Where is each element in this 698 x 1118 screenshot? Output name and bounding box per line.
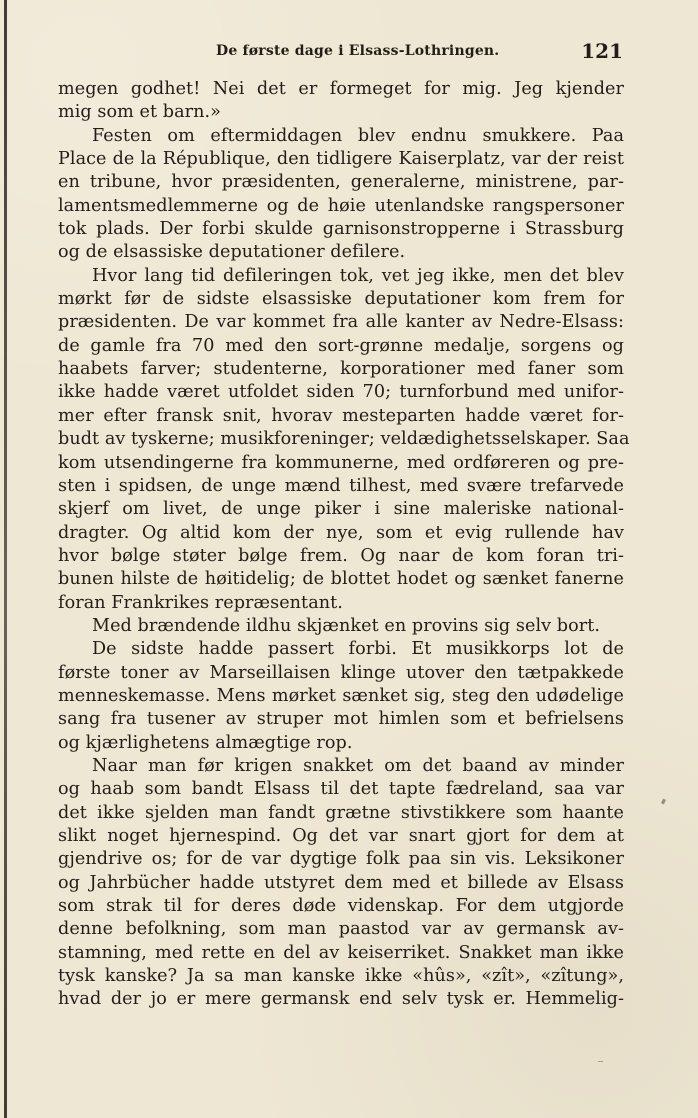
text-line: og kjærlighetens almægtige rop. xyxy=(58,732,353,753)
text-line: Place de la République, den tidligere Kaiserplatz, var der reist xyxy=(58,149,624,170)
text-line: og haab som bandt Elsass til det tapte fædreland, saa var xyxy=(58,779,624,800)
text-line: som strak til for deres døde videnskap. For dem utgjorde xyxy=(58,896,624,917)
text-line: mørkt før de sidste elsassiske deputationer kom frem for xyxy=(58,289,624,310)
text-line: dragter. Og altid kom der nye, som et evig rullende hav xyxy=(58,522,624,543)
page-number: 121 xyxy=(581,39,623,63)
running-title: De første dage i Elsass-Lothringen. xyxy=(216,43,500,59)
text-line: sang fra tusener av struper mot himlen som et befrielsens xyxy=(58,709,624,730)
text-line: hvor bølge støter bølge frem. Og naar de kom foran tri- xyxy=(58,545,624,566)
text-line: første toner av Marseillaisen klinge utover den tætpakkede xyxy=(58,662,624,683)
text-line: foran Frankrikes repræsentant. xyxy=(58,592,343,613)
text-line: lamentsmedlemmerne og de høie utenlandske rangspersoner xyxy=(58,195,624,216)
text-line: budt av tyskerne; musikforeninger; veldædighetsselskaper. Saa xyxy=(58,429,630,450)
text-line: gjendrive os; for de var dygtige folk paa sin vis. Leksikoner xyxy=(58,849,624,870)
page-edge-rule xyxy=(4,0,7,1118)
text-line: Med brændende ildhu skjænket en provins sig selv bort. xyxy=(92,615,601,636)
text-line: Hvor lang tid defileringen tok, vet jeg ikke, men det blev xyxy=(92,265,624,286)
text-line: denne befolkning, som man paastod var av germansk av- xyxy=(58,919,624,940)
text-line: slikt noget hjernespind. Og det var snart gjort for dem at xyxy=(58,826,624,846)
text-line: Festen om eftermiddagen blev endnu smukkere. Paa xyxy=(92,125,624,146)
main-text xyxy=(58,78,630,1012)
text-line: mer efter fransk snit, hvorav mesteparten hadde været for- xyxy=(58,405,624,426)
text-line: stamning, med rette en del av keiserriket. Snakket man ikke xyxy=(58,942,624,963)
text-line: en tribune, hvor præsidenten, generalerne, ministrene, par- xyxy=(58,172,624,193)
text-line: ikke hadde været utfoldet siden 70; turnforbund med unifor- xyxy=(58,382,624,403)
text-line: tysk kanske? Ja sa man kanske ikke «hûs», «zît», «zîtung», xyxy=(58,966,624,987)
text-line: og de elsassiske deputationer defilere. xyxy=(58,242,406,263)
text-line: mig som et barn.» xyxy=(58,102,222,123)
text-line: bunen hilste de høitidelig; de blottet hodet og sænket fanerne xyxy=(58,569,624,590)
text-line: skjerf om livet, de unge piker i sine maleriske national- xyxy=(58,499,624,520)
text-line: Naar man før krigen snakket om det baand av minder xyxy=(92,755,624,776)
text-line: haabets farver; studenterne, korporationer med faner som xyxy=(58,359,624,380)
text-line: kom utsendingerne fra kommunerne, med ordføreren og pre- xyxy=(58,452,624,473)
paper-mark xyxy=(598,1061,603,1062)
text-line: de gamle fra 70 med den sort-grønne medalje, sorgens og xyxy=(58,335,624,356)
text-line: De sidste hadde passert forbi. Et musikkorps lot de xyxy=(92,639,624,660)
text-line: præsidenten. De var kommet fra alle kanter av Nedre-Elsass: xyxy=(58,312,624,333)
text-line: sten i spidsen, de unge mænd tilhest, med svære trefarvede xyxy=(58,475,624,496)
paper-mark xyxy=(661,799,666,805)
page-header xyxy=(0,39,698,67)
text-line: tok plads. Der forbi skulde garnisonstropperne i Strassburg xyxy=(58,219,624,240)
text-line: megen godhet! Nei det er formeget for mig. Jeg kjender xyxy=(58,79,624,99)
text-line: menneskemasse. Mens mørket sænket sig, steg den udødelige xyxy=(58,685,624,706)
text-line: hvad der jo er mere germansk end selv tysk er. Hemmelig- xyxy=(58,989,624,1010)
text-line: og Jahrbücher hadde utstyret dem med et billede av Elsass xyxy=(58,872,624,893)
text-line: det ikke sjelden man fandt grætne stivstikkere som haante xyxy=(58,802,624,823)
